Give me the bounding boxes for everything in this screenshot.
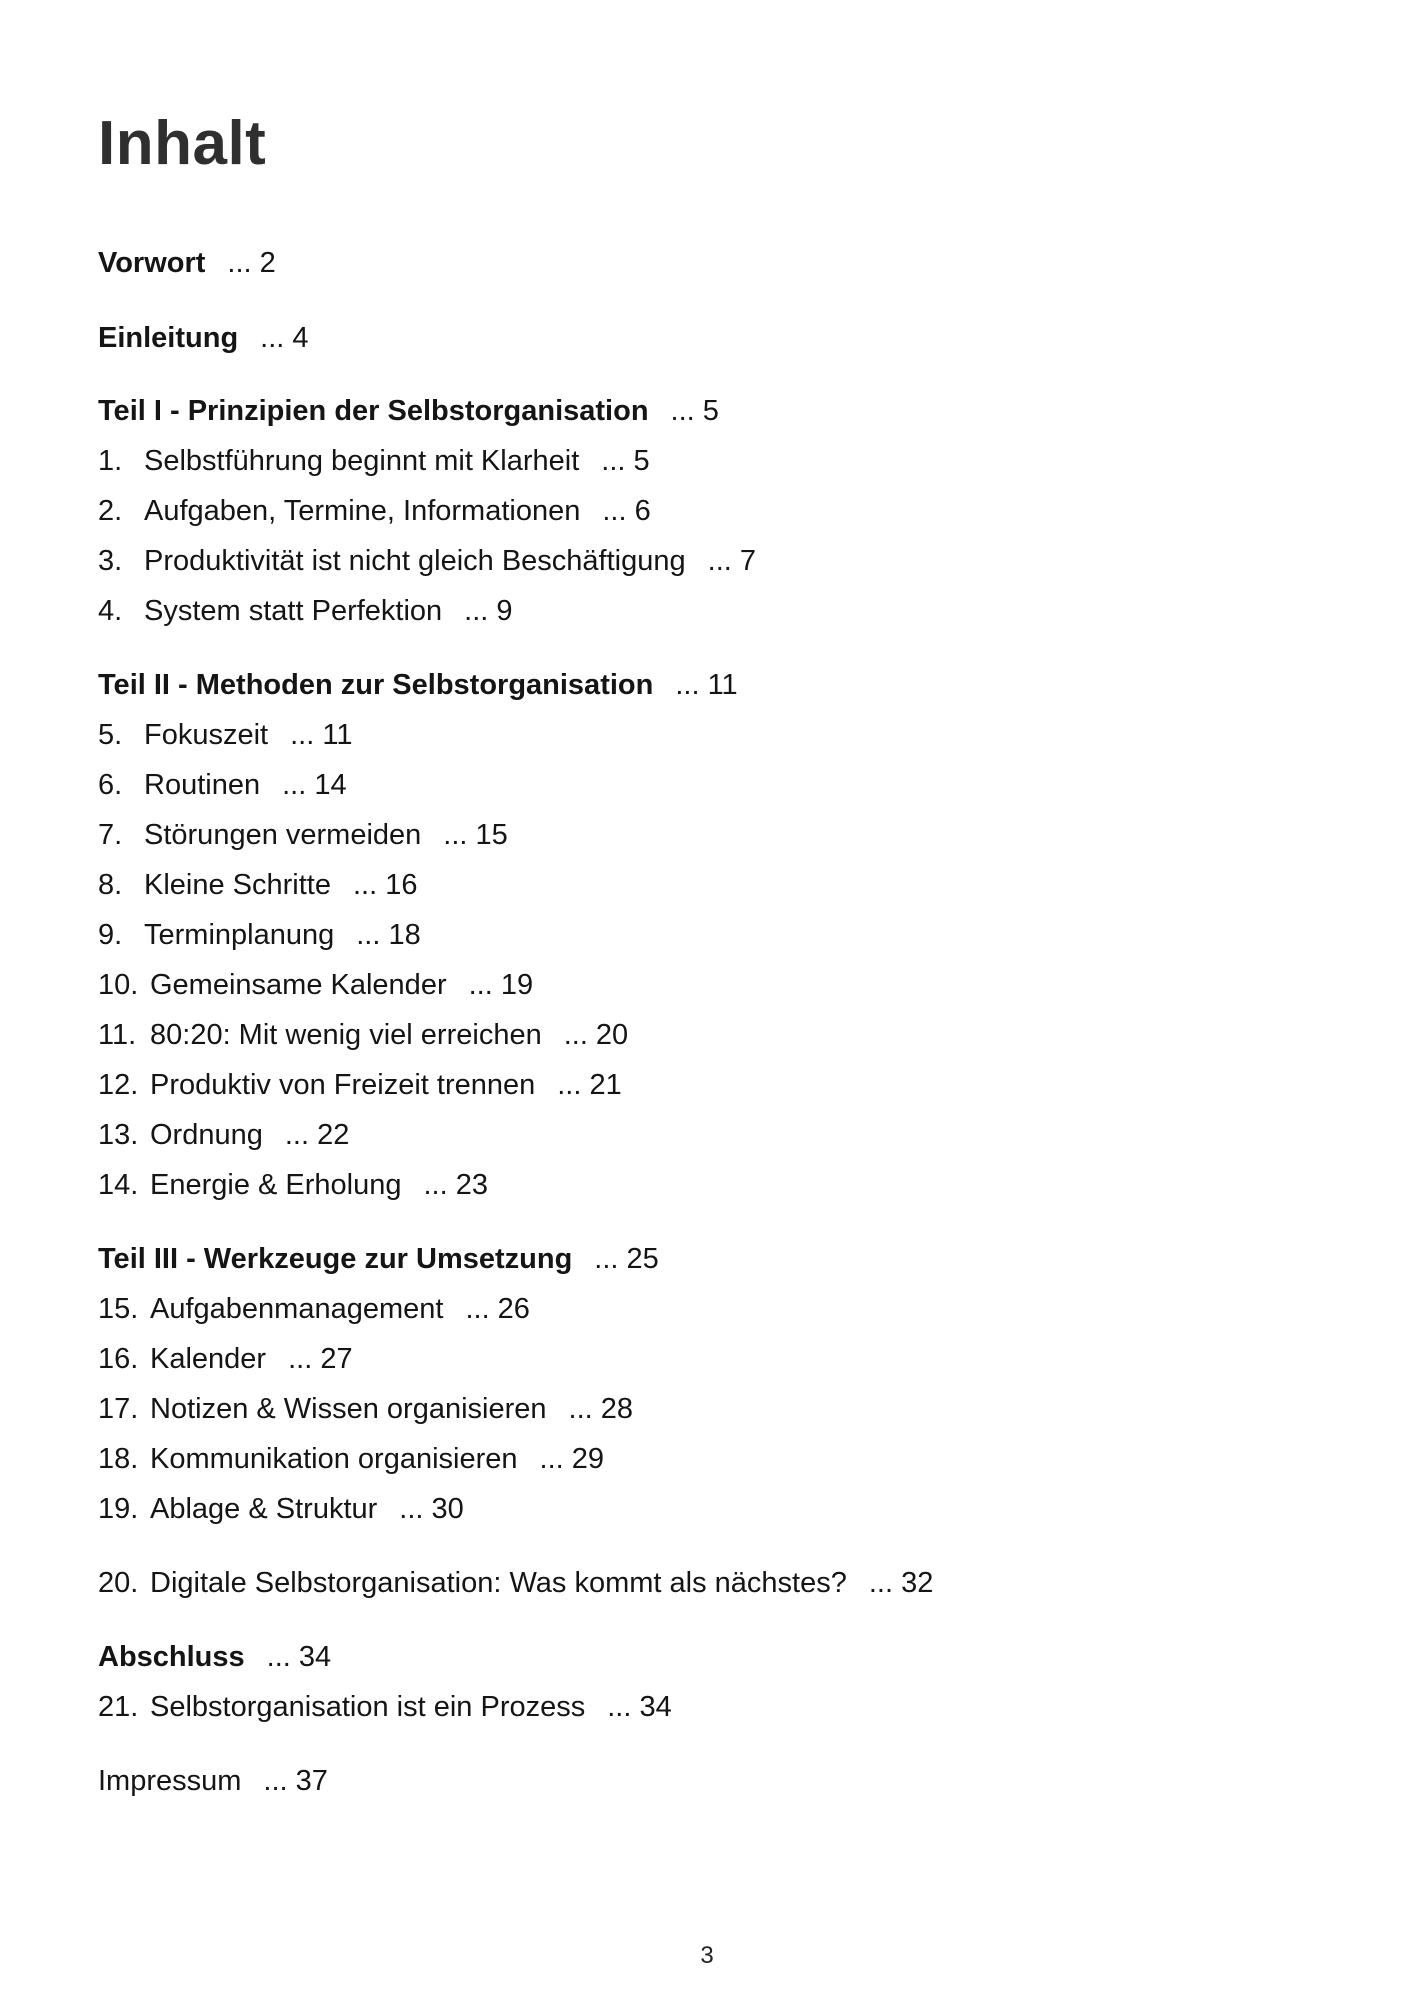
toc-entry-page: ... 2 — [227, 247, 276, 279]
toc-entry-number: 21. — [98, 1691, 139, 1723]
toc-entry-page: ... 32 — [868, 1567, 934, 1599]
toc-entry-page: ... 11 — [675, 669, 738, 701]
toc-entry-label: Kommunikation organisieren — [150, 1443, 518, 1475]
toc-entry-page: ... 4 — [260, 322, 309, 354]
toc-entry-label: Teil III - Werkzeuge zur Umsetzung — [98, 1243, 573, 1275]
toc-entry-label: Ordnung — [150, 1119, 263, 1151]
toc-entry-label: Fokuszeit — [144, 719, 269, 751]
toc-entry-page: ... 6 — [602, 495, 651, 527]
toc-entry — [98, 443, 650, 479]
toc-entry-label: Impressum — [98, 1765, 242, 1797]
toc-entry-impressum — [98, 1763, 328, 1799]
toc-entry-label: Teil II - Methoden zur Selbstorganisation — [98, 669, 654, 701]
toc-entry-label: Terminplanung — [144, 919, 335, 951]
toc-entry-label: Aufgaben, Termine, Informationen — [144, 495, 581, 527]
toc-entry-number: 7. — [98, 819, 123, 851]
toc-entry — [98, 1341, 353, 1377]
toc-entry — [98, 1689, 672, 1725]
toc-entry-label: Digitale Selbstorganisation: Was kommt als nächstes? — [150, 1567, 847, 1599]
toc-entry — [98, 1491, 464, 1527]
toc-entry — [98, 1391, 633, 1427]
toc-entry-number: 18. — [98, 1443, 139, 1475]
toc-entry-page: ... 18 — [356, 919, 421, 951]
toc-entry — [98, 1167, 488, 1203]
toc-entry-label: Teil I - Prinzipien der Selbstorganisation — [98, 395, 649, 427]
toc-entry — [98, 1017, 628, 1053]
toc-entry-vorwort — [98, 245, 276, 281]
toc-entry-number: 1. — [98, 445, 123, 477]
toc-entry-label: Energie & Erholung — [150, 1169, 402, 1201]
toc-entry-label: Aufgabenmanagement — [150, 1293, 444, 1325]
toc-entry-page: ... 34 — [607, 1691, 672, 1723]
toc-entry-label: Ablage & Struktur — [150, 1493, 378, 1525]
toc-entry-page: ... 11 — [290, 719, 353, 751]
toc-entry — [98, 1565, 933, 1601]
toc-entry-page: ... 20 — [563, 1019, 629, 1051]
toc-entry-label: Gemeinsame Kalender — [150, 969, 447, 1001]
toc-entry-number: 16. — [98, 1343, 139, 1375]
toc-entry-page: ... 27 — [288, 1343, 353, 1375]
toc-entry — [98, 767, 347, 803]
page-number: 3 — [700, 1942, 714, 1969]
toc-entry-page: ... 22 — [284, 1119, 350, 1151]
toc-entry-page: ... 7 — [707, 545, 756, 577]
toc-entry-label: 80:20: Mit wenig viel erreichen — [150, 1019, 542, 1051]
toc-entry-page: ... 26 — [465, 1293, 530, 1325]
toc-entry-label: Produktivität ist nicht gleich Beschäftigung — [144, 545, 686, 577]
toc-entry-label: Einleitung — [98, 322, 239, 354]
toc-entry — [98, 967, 533, 1003]
toc-entry — [98, 917, 421, 953]
toc-entry — [98, 867, 418, 903]
toc-entry-number: 5. — [98, 719, 123, 751]
toc-entry-page: ... 9 — [464, 595, 513, 627]
toc-entry — [98, 717, 352, 753]
toc-entry-page: ... 34 — [266, 1641, 332, 1673]
toc-entry-number: 6. — [98, 769, 123, 801]
toc-entry-page: ... 37 — [263, 1765, 328, 1797]
toc-entry — [98, 493, 651, 529]
toc-entry-page: ... 21 — [557, 1069, 622, 1101]
toc-entry-page: ... 19 — [468, 969, 534, 1001]
toc-section-abschluss — [98, 1639, 331, 1675]
toc-section-teil-3 — [98, 1241, 659, 1277]
toc-entry-number: 3. — [98, 545, 123, 577]
toc-entry-number: 10. — [98, 969, 139, 1001]
toc-entry-label: Störungen vermeiden — [144, 819, 422, 851]
toc-entry-number: 13. — [98, 1119, 139, 1151]
toc-entry-number: 8. — [98, 869, 123, 901]
toc-entry-label: Selbstführung beginnt mit Klarheit — [144, 445, 580, 477]
toc-entry-label: Selbstorganisation ist ein Prozess — [150, 1691, 586, 1723]
toc-entry-label: Produktiv von Freizeit trennen — [150, 1069, 536, 1101]
toc-entry-einleitung — [98, 320, 309, 356]
toc-entry-label: Kleine Schritte — [144, 869, 331, 901]
toc-entry — [98, 817, 508, 853]
toc-entry-number: 12. — [98, 1069, 139, 1101]
toc-entry-label: Abschluss — [98, 1641, 245, 1673]
toc-entry-number: 14. — [98, 1169, 139, 1201]
toc-entry-page: ... 23 — [423, 1169, 488, 1201]
toc-entry — [98, 1117, 349, 1153]
toc-entry-page: ... 15 — [443, 819, 508, 851]
toc-entry-number: 15. — [98, 1293, 139, 1325]
toc-entry-number: 11. — [98, 1019, 137, 1051]
toc-entry-label: Vorwort — [98, 247, 206, 279]
toc-section-teil-2 — [98, 667, 738, 703]
toc-entry-page: ... 25 — [594, 1243, 659, 1275]
toc-entry-number: 9. — [98, 919, 123, 951]
toc-entry-number: 4. — [98, 595, 123, 627]
toc-entry-number: 2. — [98, 495, 123, 527]
toc-entry — [98, 543, 756, 579]
page-title: Inhalt — [98, 109, 267, 178]
toc-entry-number: 17. — [98, 1393, 139, 1425]
toc-entry-page: ... 30 — [399, 1493, 464, 1525]
toc-entry — [98, 1067, 622, 1103]
toc-entry-page: ... 14 — [282, 769, 347, 801]
toc-entry-label: System statt Perfektion — [144, 595, 443, 627]
toc-entry-number: 19. — [98, 1493, 139, 1525]
toc-entry — [98, 593, 513, 629]
toc-section-teil-1 — [98, 393, 719, 429]
toc-entry-page: ... 5 — [670, 395, 719, 427]
toc-entry-page: ... 16 — [353, 869, 418, 901]
toc-entry-number: 20. — [98, 1567, 139, 1599]
toc-entry-label: Routinen — [144, 769, 261, 801]
toc-entry-page: ... 29 — [539, 1443, 605, 1475]
toc-entry-label: Kalender — [150, 1343, 267, 1375]
toc-entry-page: ... 5 — [601, 445, 650, 477]
toc-entry-label: Notizen & Wissen organisieren — [150, 1393, 547, 1425]
toc-entry — [98, 1291, 530, 1327]
toc-entry — [98, 1441, 604, 1477]
toc-entry-page: ... 28 — [568, 1393, 634, 1425]
